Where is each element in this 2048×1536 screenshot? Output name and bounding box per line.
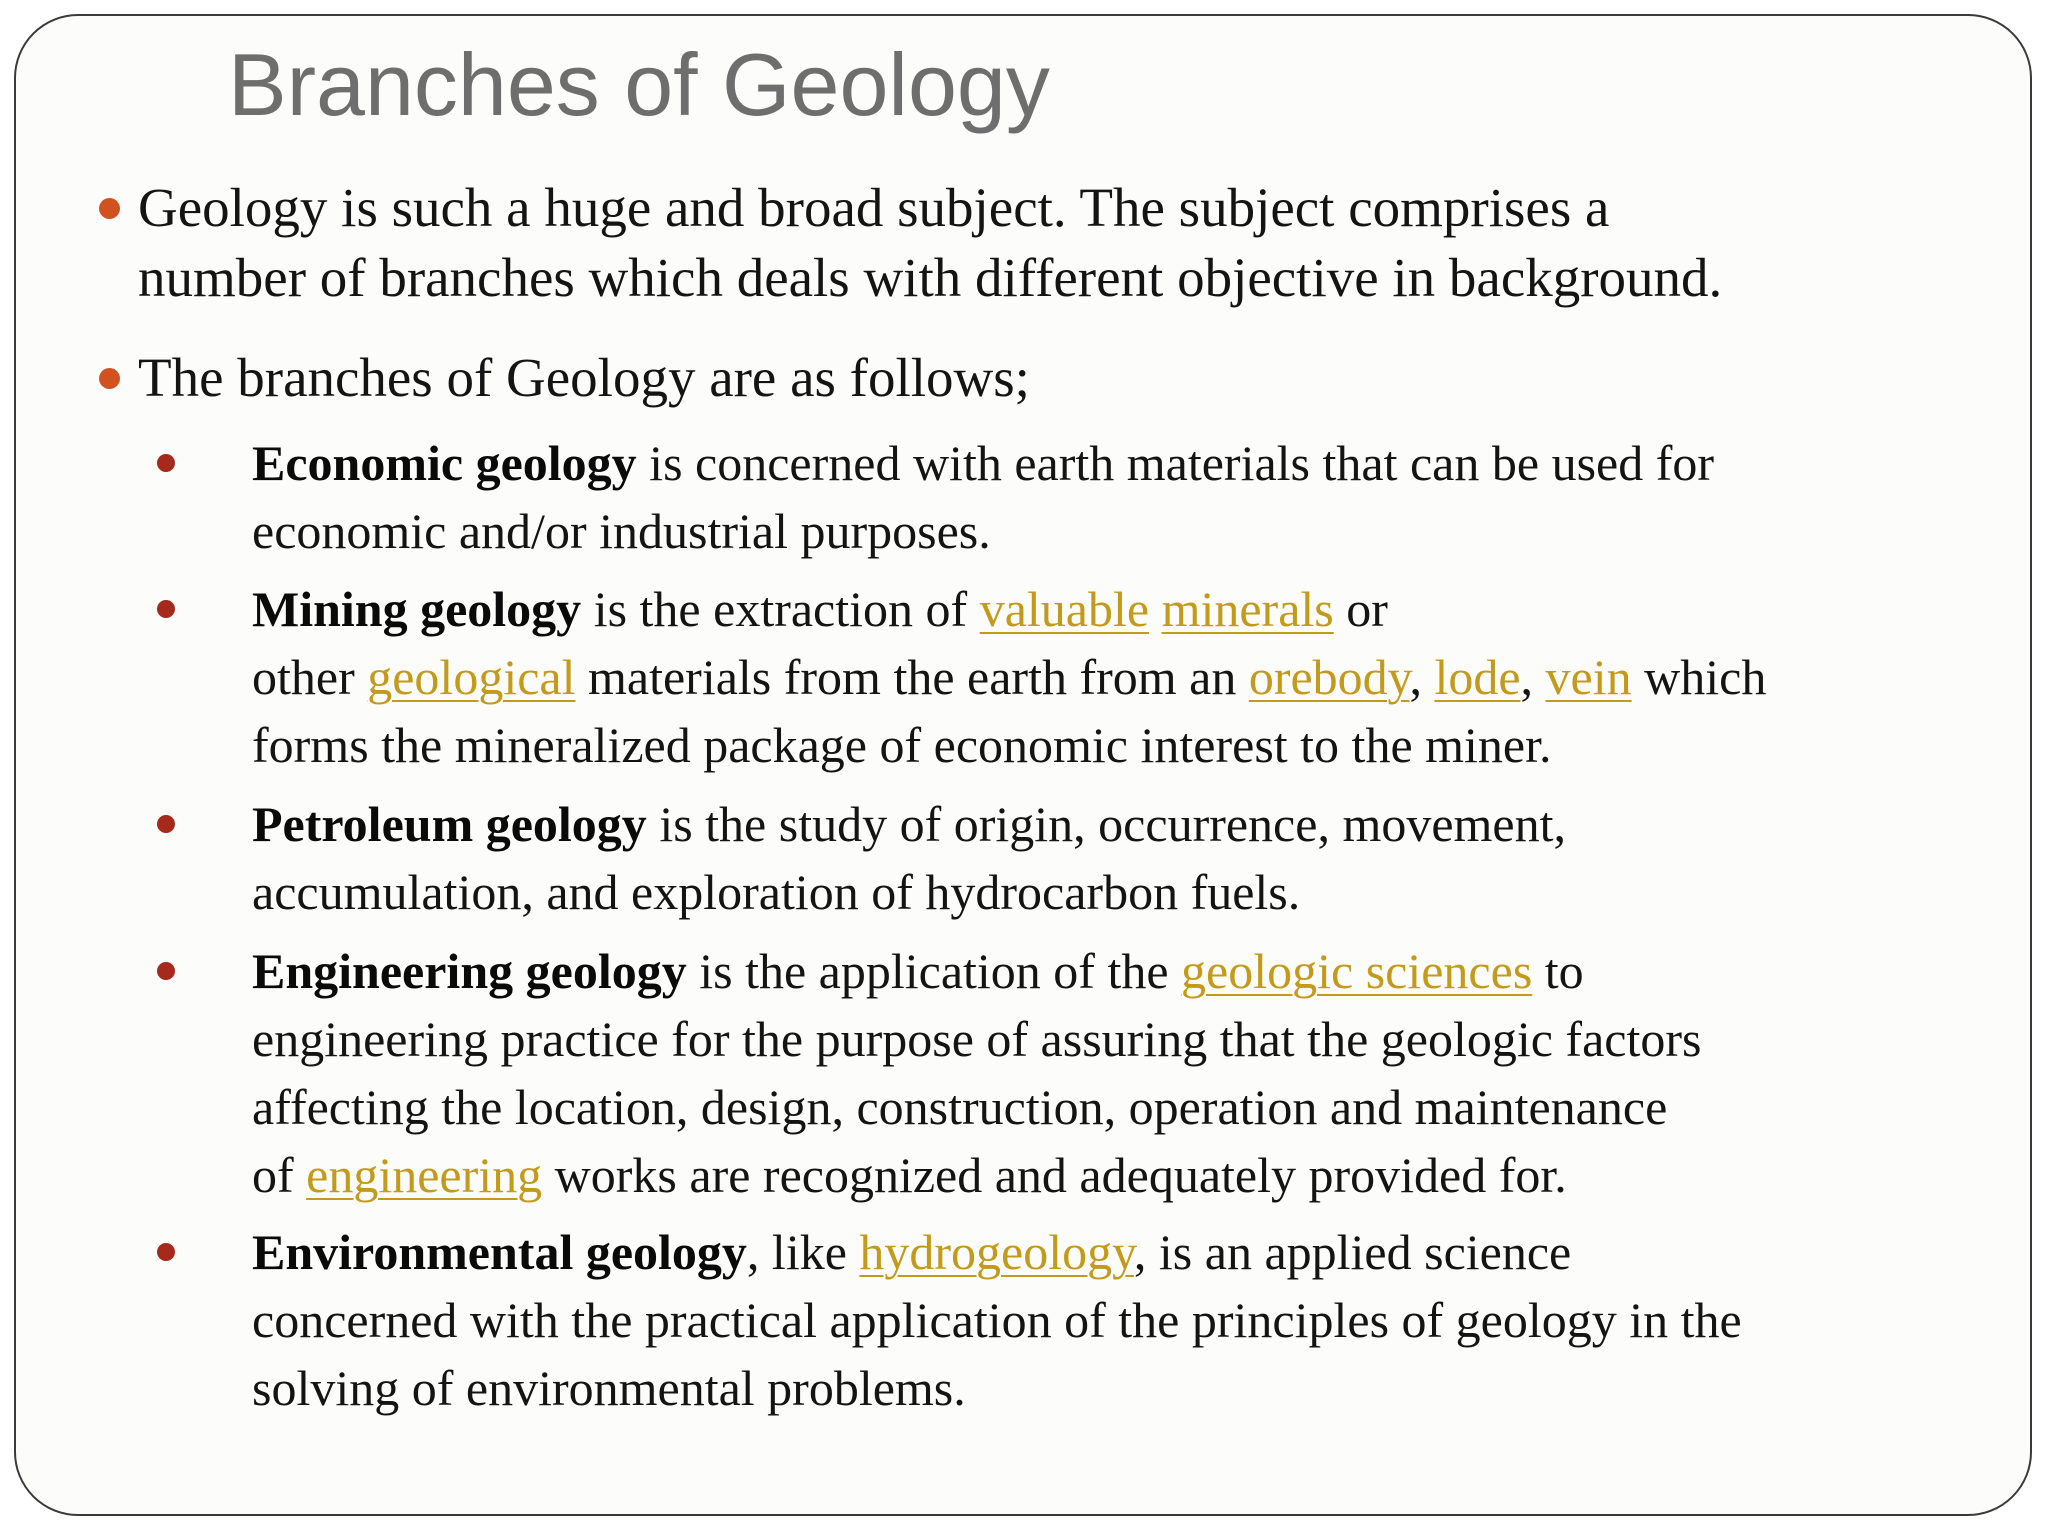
environmental-line-2: concerned with the practical application of the principles of geology in the: [252, 1292, 1742, 1348]
sub-bullet-dot-icon: [157, 600, 175, 618]
economic-geology-item: [252, 429, 2012, 565]
mining-text: which: [1631, 649, 1767, 705]
engineering-line-2: engineering practice for the purpose of assuring that the geologic factors: [252, 1011, 1702, 1067]
engineering-geology-item: [252, 937, 2012, 1209]
link-hydrogeology[interactable]: hydrogeology: [859, 1224, 1134, 1280]
engineering-line-3: affecting the location, design, construction, operation and maintenance: [252, 1079, 1668, 1135]
economic-line-1: [252, 429, 2012, 497]
economic-text: is concerned with earth materials that can be used for: [636, 435, 1715, 491]
engineering-line-1: [252, 937, 2012, 1005]
petroleum-geology-item: [252, 790, 2012, 926]
sub-bullet-dot-icon: [157, 962, 175, 980]
link-orebody[interactable]: orebody: [1248, 649, 1410, 705]
environmental-line-3: solving of environmental problems.: [252, 1360, 966, 1416]
engineering-text: of: [252, 1147, 307, 1203]
economic-geology-term: Economic geology: [252, 435, 637, 491]
sub-bullet-dot-icon: [157, 454, 175, 472]
branches-lead-text: The branches of Geology are as follows;: [138, 347, 1030, 408]
engineering-text: works are recognized and adequately provided for.: [542, 1147, 1567, 1203]
petroleum-line-2: accumulation, and exploration of hydrocarbon fuels.: [252, 864, 1301, 920]
sub-bullet-dot-icon: [157, 1243, 175, 1261]
environmental-geology-item: [252, 1218, 2012, 1422]
mining-line-3: forms the mineralized package of economic interest to the miner.: [252, 717, 1552, 773]
engineering-text: is the application of the: [686, 943, 1182, 999]
intro-paragraph: [138, 173, 1998, 313]
mining-text: materials from the earth from an: [575, 649, 1249, 705]
petroleum-line-1: [252, 790, 2012, 858]
mining-text: ,: [1409, 649, 1435, 705]
petroleum-geology-term: Petroleum geology: [252, 796, 647, 852]
link-geologic-sciences[interactable]: geologic sciences: [1181, 943, 1533, 999]
intro-line-2: number of branches which deals with different objective in background.: [138, 247, 1723, 308]
petroleum-text: is the study of origin, occurrence, movement,: [646, 796, 1567, 852]
environmental-geology-term: Environmental geology: [252, 1224, 747, 1280]
engineering-geology-term: Engineering geology: [252, 943, 687, 999]
mining-geology-term: Mining geology: [252, 581, 582, 637]
economic-line-2: economic and/or industrial purposes.: [252, 503, 991, 559]
bullet-dot-icon: [99, 198, 120, 219]
environmental-text: , is an applied science: [1133, 1224, 1572, 1280]
bullet-dot-icon: [99, 368, 120, 389]
environmental-line-1: [252, 1218, 2012, 1286]
link-engineering[interactable]: engineering: [306, 1147, 543, 1203]
mining-text: or: [1333, 581, 1388, 637]
branches-lead: [138, 343, 1998, 413]
link-minerals[interactable]: minerals: [1161, 581, 1334, 637]
engineering-text: to: [1532, 943, 1584, 999]
link-vein[interactable]: vein: [1545, 649, 1632, 705]
sub-bullet-dot-icon: [157, 815, 175, 833]
engineering-line-4: [252, 1141, 2012, 1209]
slide-title: Branches of Geology: [228, 35, 1050, 134]
link-geological[interactable]: geological: [367, 649, 576, 705]
intro-line-1: Geology is such a huge and broad subject. The subject comprises a: [138, 177, 1610, 238]
mining-line-1: [252, 575, 2012, 643]
environmental-text: , like: [746, 1224, 860, 1280]
mining-text: ,: [1520, 649, 1546, 705]
link-valuable[interactable]: valuable: [979, 581, 1150, 637]
mining-text: [1149, 581, 1162, 637]
mining-text: other: [252, 649, 368, 705]
link-lode[interactable]: lode: [1434, 649, 1521, 705]
mining-line-2: [252, 643, 2012, 711]
mining-text: is the extraction of: [581, 581, 980, 637]
mining-geology-item: [252, 575, 2012, 779]
